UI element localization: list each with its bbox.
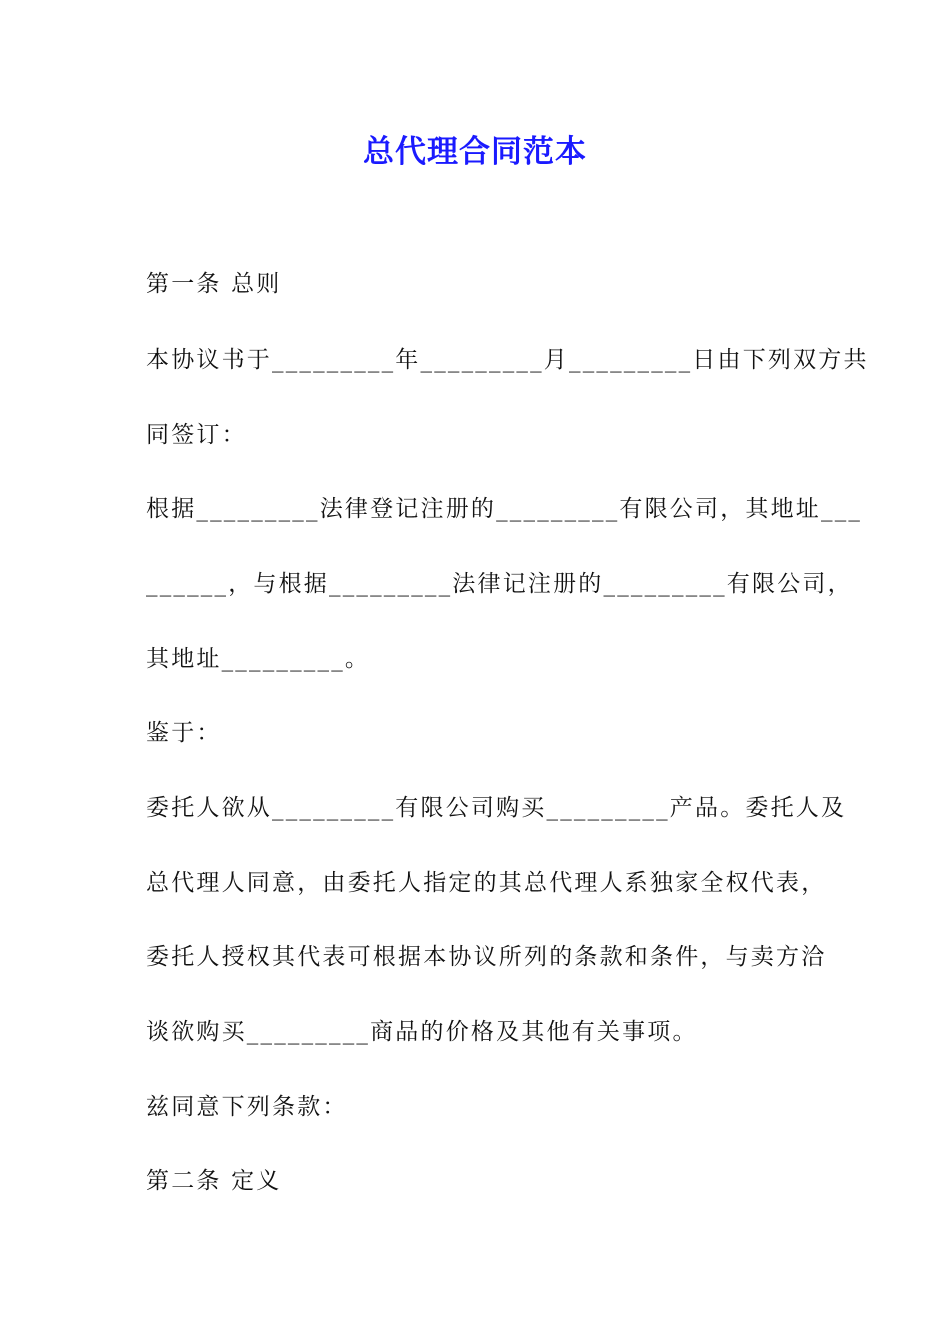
paragraph-line: 总代理人同意，由委托人指定的其总代理人系独家全权代表， <box>146 870 827 896</box>
paragraph-line: 委托人授权其代表可根据本协议所列的条款和条件，与卖方洽 <box>146 944 827 970</box>
section-heading-2: 第二条 定义 <box>146 1168 282 1194</box>
paragraph-line: 鉴于： <box>146 720 222 746</box>
paragraph-line: 本协议书于_________年_________月_________日由下列双方共 <box>146 347 869 373</box>
paragraph-line: 委托人欲从_________有限公司购买_________产品。委托人及 <box>146 795 847 821</box>
paragraph-line: 其地址_________。 <box>146 646 371 672</box>
paragraph-line: 根据_________法律登记注册的_________有限公司，其地址___ <box>146 496 863 522</box>
paragraph-line: 兹同意下列条款： <box>146 1094 348 1120</box>
section-heading-1: 第一条 总则 <box>146 271 282 297</box>
document-title: 总代理合同范本 <box>363 134 587 170</box>
paragraph-line: 谈欲购买_________商品的价格及其他有关事项。 <box>146 1019 698 1045</box>
paragraph-line: 同签订： <box>146 422 247 448</box>
paragraph-line: ______，与根据_________法律记注册的_________有限公司， <box>146 571 853 597</box>
